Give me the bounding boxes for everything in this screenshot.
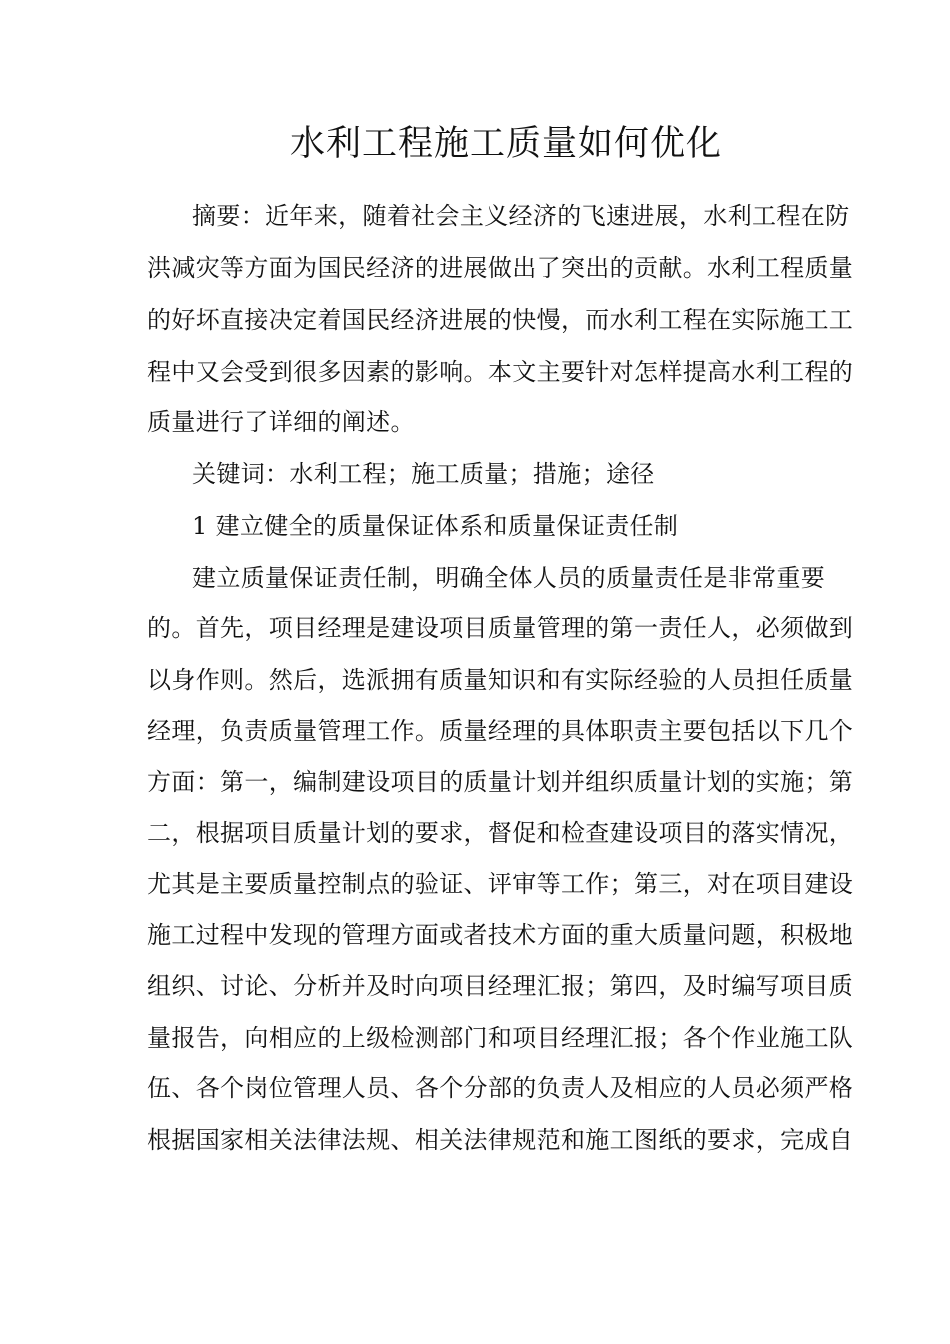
document-title: 水利工程施工质量如何优化 [289,124,722,164]
body-line: 根据国家相关法律法规、相关法律规范和施工图纸的要求，完成自 [147,1126,854,1154]
body-line: 的。首先，项目经理是建设项目质量管理的第一责任人，必须做到 [147,614,854,642]
body-line: 量报告，向相应的上级检测部门和项目经理汇报；各个作业施工队 [147,1024,854,1052]
body-line: 方面：第一，编制建设项目的质量计划并组织质量计划的实施；第 [147,768,854,796]
abstract-line: 程中又会受到很多因素的影响。本文主要针对怎样提高水利工程的 [147,358,854,386]
body-line: 伍、各个岗位管理人员、各个分部的负责人及相应的人员必须严格 [147,1074,854,1102]
keywords-line: 关键词：水利工程；施工质量；措施；途径 [192,460,655,488]
abstract-line: 的好坏直接决定着国民经济进展的快慢，而水利工程在实际施工工 [147,306,854,334]
body-line: 经理，负责质量管理工作。质量经理的具体职责主要包括以下几个 [147,717,854,745]
body-line: 尤其是主要质量控制点的验证、评审等工作；第三，对在项目建设 [147,870,854,898]
abstract-line: 摘要：近年来，随着社会主义经济的飞速进展，水利工程在防 [192,202,850,230]
body-line: 组织、讨论、分析并及时向项目经理汇报；第四，及时编写项目质 [147,972,854,1000]
body-line: 建立质量保证责任制，明确全体人员的质量责任是非常重要 [192,564,826,592]
abstract-line: 质量进行了详细的阐述。 [147,408,415,436]
body-line: 施工过程中发现的管理方面或者技术方面的重大质量问题，积极地 [147,921,854,949]
abstract-line: 洪减灾等方面为国民经济的进展做出了突出的贡献。水利工程质量 [147,254,854,282]
section-heading: 1 建立健全的质量保证体系和质量保证责任制 [192,512,679,540]
body-line: 以身作则。然后，选派拥有质量知识和有实际经验的人员担任质量 [147,666,854,694]
body-line: 二，根据项目质量计划的要求，督促和检查建设项目的落实情况， [147,819,854,847]
